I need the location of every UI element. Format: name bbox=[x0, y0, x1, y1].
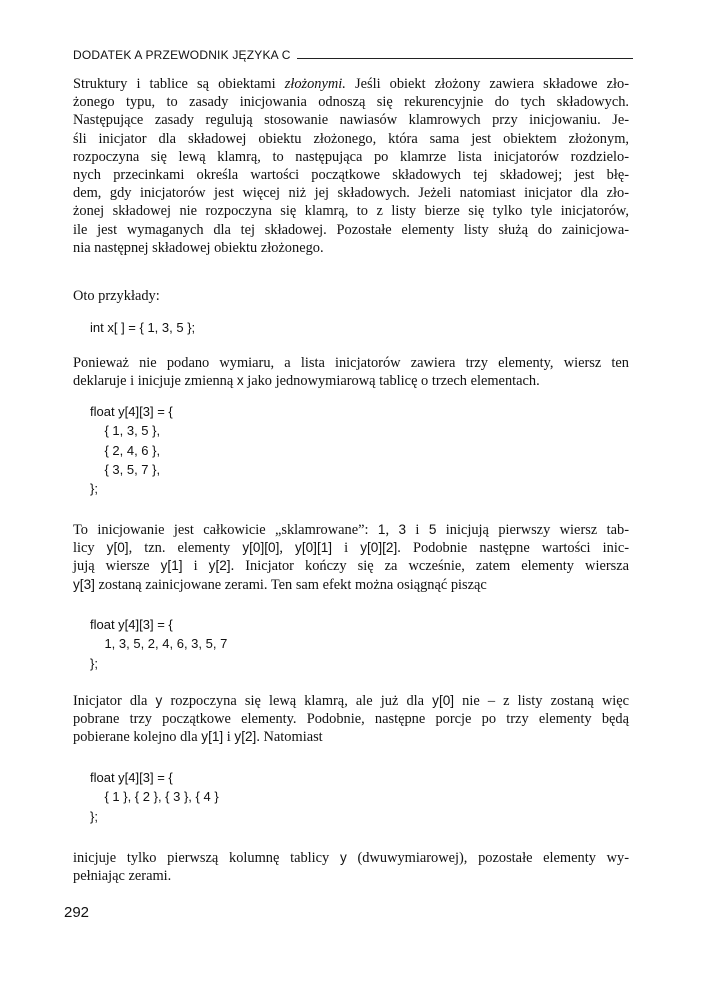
code-example-3 bbox=[90, 615, 227, 673]
code-line: { 1, 3, 5 }, bbox=[90, 423, 161, 439]
code-line: }; bbox=[90, 655, 98, 671]
paragraph-line: rozpoczyna się lewą klamrą, to następująca po klamrze lista inicjatorów rozdzielo- bbox=[73, 148, 629, 165]
code-line: float y[4][3] = { bbox=[90, 617, 173, 632]
paragraph-bracketed-init bbox=[73, 521, 629, 594]
paragraph-line: pełniając zerami. bbox=[73, 868, 172, 885]
inline-code: y[0][2] bbox=[360, 540, 398, 556]
code-line: { 2, 4, 6 }, bbox=[90, 442, 161, 458]
code-example-4 bbox=[90, 768, 219, 826]
code-example-1 bbox=[90, 318, 195, 337]
inline-code: y[0] bbox=[432, 693, 455, 708]
paragraph-line: pobrane trzy początkowe elementy. Podobnie, następne porcje po trzy elementy będą bbox=[73, 711, 629, 728]
inline-code: 1 bbox=[377, 522, 386, 537]
code-line: }; bbox=[90, 808, 98, 824]
emphasis-term: złożonymi. bbox=[284, 76, 346, 92]
paragraph-partial-init bbox=[73, 692, 629, 747]
paragraph-line: ile jest wymaganych dla tej składowej. Pozostałe elementy listy służą do zainicjowa- bbox=[73, 221, 629, 238]
paragraph-line: inicjuje tylko pierwszą kolumnę tablicy y (dwuwymiarowej), pozostałe elementy wy- bbox=[73, 850, 630, 866]
inline-code: y bbox=[339, 850, 347, 865]
inline-code: y bbox=[155, 693, 163, 708]
paragraph-line: Ponieważ nie podano wymiaru, a lista inicjatorów zawiera trzy elementy, wiersz ten bbox=[73, 355, 629, 371]
paragraph-line: y[3] zostaną zainicjowane zerami. Ten sam efekt można osiągnąć pisząc bbox=[73, 576, 487, 593]
code-line: float y[4][3] = { bbox=[90, 404, 173, 419]
inline-code: x bbox=[236, 373, 244, 389]
paragraph-line: pobierane kolejno dla y[1] i y[2]. Natomiast bbox=[73, 729, 323, 746]
inline-code: y[0][0] bbox=[242, 540, 280, 556]
code-line: int x[ ] = { 1, 3, 5 }; bbox=[90, 320, 196, 335]
code-line: { 1 }, { 2 }, { 3 }, { 4 } bbox=[90, 789, 219, 805]
code-line: float y[4][3] = { bbox=[90, 770, 173, 785]
paragraph-dimension-note bbox=[73, 354, 629, 390]
code-example-2 bbox=[90, 402, 173, 498]
code-line: { 3, 5, 7 }, bbox=[90, 461, 161, 477]
inline-code: y[2] bbox=[208, 558, 231, 574]
inline-code: 3 bbox=[398, 522, 407, 537]
paragraph-structures bbox=[73, 75, 629, 257]
paragraph-line: To inicjowanie jest całkowicie „sklamrowane”: 1, 3 i 5 inicjują pierwszy wiersz tab- bbox=[73, 522, 629, 538]
running-header bbox=[73, 40, 633, 62]
code-line: }; bbox=[90, 481, 98, 497]
inline-code: y[0] bbox=[106, 540, 129, 556]
paragraph-line: nych przecinkami określa wartości początkowe składowych tej składowej; jest błę- bbox=[73, 167, 629, 184]
paragraph-line: żonej składowej nie rozpoczyna się klamrą, to z listy bierze się tylko tyle inicjatorów, bbox=[73, 203, 629, 220]
paragraph-line: Struktury i tablice są obiektami złożonymi. Jeśli obiekt złożony zawiera składowe zło- bbox=[73, 76, 629, 92]
page-number: 292 bbox=[64, 904, 90, 921]
paragraph-line: Oto przykłady: bbox=[73, 288, 160, 304]
code-line: 1, 3, 5, 2, 4, 6, 3, 5, 7 bbox=[90, 636, 228, 652]
inline-code: y[2] bbox=[234, 729, 257, 745]
inline-code: y[3] bbox=[73, 576, 95, 592]
header-rule bbox=[297, 58, 633, 59]
paragraph-line: Inicjator dla y rozpoczyna się lewą klamrą, ale już dla y[0] nie – z listy zostaną więc bbox=[73, 693, 629, 709]
inline-code: y[0][1] bbox=[295, 540, 333, 556]
paragraph-first-column bbox=[73, 849, 629, 885]
paragraph-line: jują wiersze y[1] i y[2]. Inicjator kończy się za wcześnie, zatem elementy wiersza bbox=[73, 558, 629, 575]
header-title: DODATEK A PRZEWODNIK JĘZYKA C bbox=[73, 48, 291, 62]
inline-code: 5 bbox=[428, 522, 437, 537]
paragraph-line: nia następnej składowej obiektu złożonego. bbox=[73, 239, 324, 256]
inline-code: y[1] bbox=[201, 729, 224, 745]
paragraph-line: deklaruje i inicjuje zmienną x jako jednowymiarową tablicę o trzech elementach. bbox=[73, 373, 540, 390]
paragraph-line: Następujące zasady regulują stosowanie nawiasów klamrowych przy inicjowaniu. Je- bbox=[73, 112, 629, 129]
paragraph-examples-intro bbox=[73, 287, 629, 305]
paragraph-line: śli inicjator dla składowej obiektu złożonego, która sama jest obiektem złożonym, bbox=[73, 130, 629, 147]
paragraph-line: dem, gdy inicjatorów jest więcej niż jej składowych. Jeżeli natomiast inicjator dla zło- bbox=[73, 185, 629, 202]
paragraph-line: licy y[0], tzn. elementy y[0][0], y[0][1] i y[0][2]. Podobnie następne wartości inic- bbox=[73, 540, 629, 557]
paragraph-line: żonego typu, to zasady inicjowania odnoszą się rekurencyjnie do tych składowych. bbox=[73, 94, 629, 111]
inline-code: y[1] bbox=[160, 558, 183, 574]
